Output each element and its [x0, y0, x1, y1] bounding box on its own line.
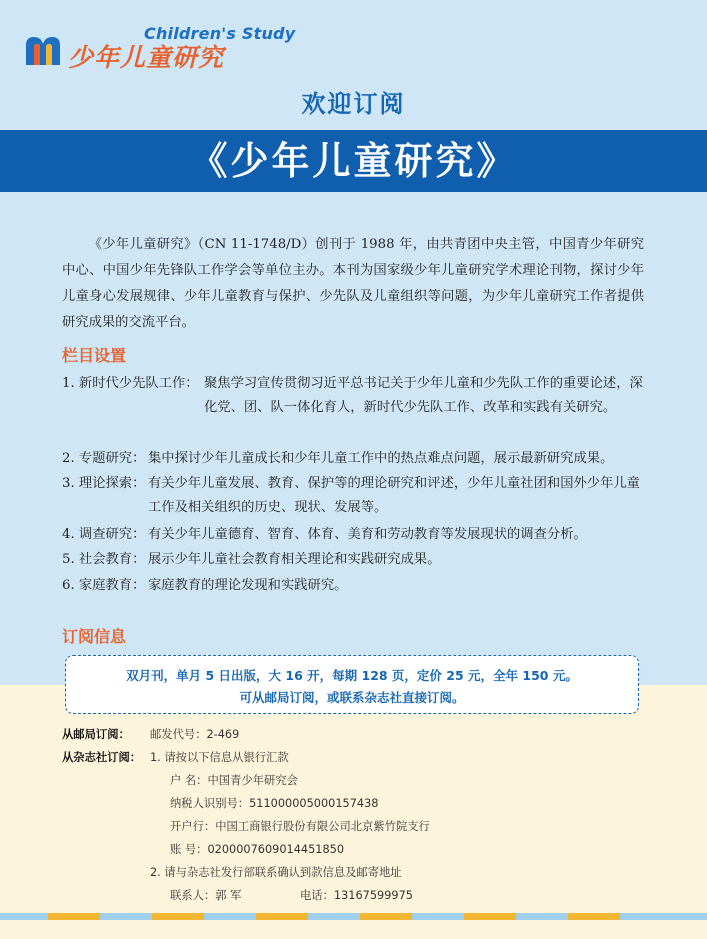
column-item — [62, 523, 652, 547]
subscribe-pricing-line: 双月刊，单月 5 日出版，大 16 开，每期 128 页，定价 25 元，全年 150 元。 — [126, 668, 578, 683]
stripe-segment — [256, 913, 308, 920]
stripe-segment — [620, 913, 707, 920]
logo-chinese-title: 少年儿童研究 — [68, 43, 225, 72]
column-label: 6. 家庭教育： — [62, 578, 146, 593]
intro-paragraph: 《少年儿童研究》（CN 11-1748/D）创刊于 1988 年，由共青团中央主管，中国青少年研究中心、中国少年先锋队工作学会等单位主办。本刊为国家级少年儿童研究学术理论刊物，探讨少年儿童身心发展规律、少年儿童教育与保护、少先队及儿童组织等问题，为少年儿童研究工作者提供研究成果的交流平台。 — [62, 237, 644, 330]
stripe-segment — [308, 913, 360, 920]
payee-name: 户 名：中国青少年研究会 — [170, 774, 298, 787]
column-item — [62, 472, 652, 520]
subscribe-info-box — [65, 655, 639, 714]
stripe-segment — [360, 913, 412, 920]
subscribe-method-line: 可从邮局订阅，或联系杂志社直接订阅。 — [239, 690, 465, 705]
direct-subscribe-label: 从杂志社订阅： — [62, 751, 142, 764]
postal-code-value: 邮发代号：2-469 — [150, 728, 240, 741]
column-label: 1. 新时代少先队工作： — [62, 376, 199, 391]
stripe-segment — [464, 913, 516, 920]
column-text: 集中探讨少年儿童成长和少年儿童工作中的热点难点问题，展示最新研究成果。 — [148, 451, 614, 466]
columns-section-title: 栏目设置 — [62, 346, 127, 365]
column-text: 聚焦学习宣传贯彻习近平总书记关于少年儿童和少先队工作的重要论述，深化党、团、队一体化育人，新时代少先队工作、改革和实践有关研究。 — [204, 376, 643, 415]
column-item — [62, 447, 652, 471]
column-item — [62, 548, 652, 572]
contact-person: 联系人：郭 军 — [170, 889, 242, 902]
welcome-heading: 欢迎订阅 — [301, 90, 406, 118]
column-label: 3. 理论探索： — [62, 476, 146, 491]
account-number: 账 号：0200007609014451850 — [170, 843, 345, 856]
column-text: 有关少年儿童德育、智育、体育、美育和劳动教育等发展现状的调查分析。 — [148, 527, 587, 542]
stripe-segment — [152, 913, 204, 920]
post-subscribe-label: 从邮局订阅： — [62, 728, 130, 741]
subscribe-section-title: 订阅信息 — [62, 627, 127, 646]
banner-title: 《少年儿童研究》 — [0, 130, 707, 192]
column-label: 4. 调查研究： — [62, 527, 146, 542]
stripe-segment — [48, 913, 100, 920]
column-item — [62, 372, 652, 420]
column-label: 2. 专题研究： — [62, 451, 146, 466]
magazine-logo — [24, 22, 296, 72]
logo-m-icon — [24, 36, 62, 66]
column-text: 展示少年儿童社会教育相关理论和实践研究成果。 — [148, 552, 441, 567]
bank-name: 开户行：中国工商银行股份有限公司北京紫竹院支行 — [170, 820, 430, 833]
bank-transfer-step: 1. 请按以下信息从银行汇款 — [150, 751, 289, 764]
stripe-segment — [568, 913, 620, 920]
logo-english-title: Children's Study — [144, 24, 296, 43]
stripe-segment — [204, 913, 256, 920]
contact-phone: 电话：13167599975 — [300, 889, 413, 902]
column-label: 5. 社会教育： — [62, 552, 146, 567]
column-item — [62, 574, 652, 598]
column-text: 有关少年儿童发展、教育、保护等的理论研究和评述，少年儿童社团和国外少年儿童工作及相关组织的历史、现状、发展等。 — [148, 476, 640, 515]
stripe-segment — [516, 913, 568, 920]
column-text: 家庭教育的理论发现和实践研究。 — [148, 578, 348, 593]
stripe-segment — [100, 913, 152, 920]
stripe-segment — [0, 913, 48, 920]
tax-id: 纳税人识别号：511000005000157438 — [170, 797, 379, 810]
stripe-segment — [412, 913, 464, 920]
contact-step: 2. 请与杂志社发行部联系确认到款信息及邮寄地址 — [150, 866, 402, 879]
